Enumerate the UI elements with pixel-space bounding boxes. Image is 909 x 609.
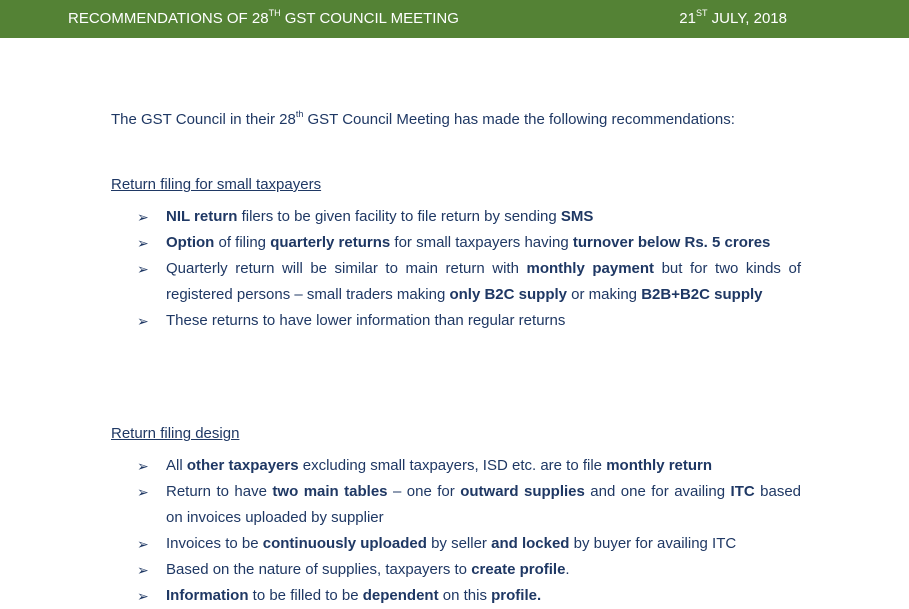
bold-text: and locked [491,535,570,552]
bold-text: dependent [362,587,439,604]
bold-text: only B2C supply [449,286,567,303]
text: of filing [214,234,271,251]
text: by buyer for availing ITC [569,535,737,552]
text: based on invoices uploaded by supplier [166,483,802,526]
text: These returns to have lower information than regular returns [166,312,566,329]
arrowhead-bullet-icon: ➢ [137,209,149,225]
text: – one for [387,483,461,500]
bold-text: NIL return [166,208,238,225]
text: Based on the nature of supplies, taxpayers to [166,561,472,578]
bold-text: other taxpayers [186,457,299,474]
section-heading-small-taxpayers: Return filing for small taxpayers [111,176,322,193]
arrowhead-bullet-icon: ➢ [137,562,149,578]
arrowhead-bullet-icon: ➢ [137,235,149,251]
bold-text: profile. [491,587,542,604]
header-title: RECOMMENDATIONS OF 28TH GST COUNCIL MEETING [68,8,459,27]
bullet-item [137,204,801,230]
document-header-bar [0,0,909,38]
bullet-item [137,531,801,557]
bold-text: quarterly returns [270,234,391,251]
bullet-item [137,583,801,609]
text: excluding small taxpayers, ISD etc. are to file [298,457,607,474]
bold-text: two main tables [272,483,388,500]
bold-text: monthly payment [526,260,655,277]
text: and one for availing [584,483,731,500]
intro-paragraph: The GST Council in their 28th GST Council Meeting has made the following recommendations: [111,109,735,128]
text: but for two kinds of registered persons – small traders making [166,260,801,303]
text: . [565,561,570,578]
arrowhead-bullet-icon: ➢ [137,458,149,474]
bold-text: SMS [560,208,594,225]
bold-text: B2B+B2C supply [641,286,763,303]
arrowhead-bullet-icon: ➢ [137,588,149,604]
bold-text: turnover below Rs. 5 crores [572,234,771,251]
text: filers to be given facility to file return by sending [237,208,561,225]
text: All [166,457,187,474]
bold-text: ITC [730,483,755,500]
text: by seller [426,535,492,552]
section-heading-return-design: Return filing design [111,425,240,442]
text: or making [567,286,642,303]
bullet-item [137,256,801,308]
text: Return to have [166,483,273,500]
arrowhead-bullet-icon: ➢ [137,261,149,277]
bullet-item [137,453,801,479]
bold-text: Option [166,234,215,251]
bullet-item [137,230,801,256]
text: for small taxpayers having [390,234,573,251]
bullet-list-return-design [137,453,801,609]
arrowhead-bullet-icon: ➢ [137,484,149,500]
bullet-item [137,479,801,531]
bold-text: monthly return [606,457,713,474]
bold-text: create profile [471,561,566,578]
bold-text: continuously uploaded [262,535,427,552]
text: Invoices to be [166,535,263,552]
text: to be filled to be [248,587,363,604]
bullet-list-small-taxpayers [137,204,801,334]
arrowhead-bullet-icon: ➢ [137,313,149,329]
bullet-item [137,308,801,334]
bold-text: Information [166,587,249,604]
text: on this [438,587,492,604]
bullet-item [137,557,801,583]
text: Quarterly return will be similar to main return with [166,260,527,277]
arrowhead-bullet-icon: ➢ [137,536,149,552]
bold-text: outward supplies [460,483,585,500]
header-date: 21ST JULY, 2018 [679,8,787,27]
